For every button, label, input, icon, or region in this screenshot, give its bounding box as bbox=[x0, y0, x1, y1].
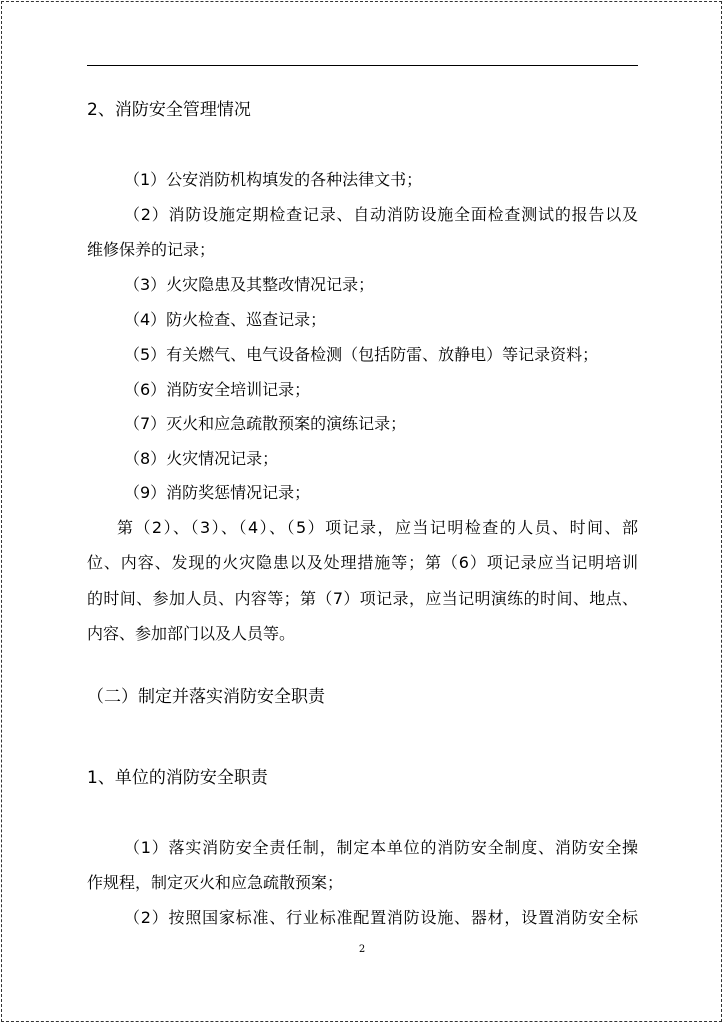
list-item: （3）火灾隐患及其整改情况记录； bbox=[124, 275, 375, 294]
list-item: （2）消防设施定期检查记录、自动消防设施全面检查测试的报告以及 bbox=[124, 205, 638, 224]
chapter-heading: （二）制定并落实消防安全职责 bbox=[87, 687, 325, 707]
paragraph-line: 的时间、参加人员、内容等；第（7）项记录，应当记明演练的时间、地点、 bbox=[87, 589, 638, 608]
page-border bbox=[1, 1, 722, 1022]
header-rule bbox=[87, 65, 638, 66]
paragraph-line: 内容、参加部门以及人员等。 bbox=[87, 624, 296, 643]
list-item-continuation: 作规程，制定灭火和应急疏散预案； bbox=[87, 873, 344, 892]
section-heading: 2、消防安全管理情况 bbox=[87, 100, 251, 120]
list-item: （7）灭火和应急疏散预案的演练记录； bbox=[124, 414, 407, 433]
page-number: 2 bbox=[358, 944, 366, 955]
list-item: （6）消防安全培训记录； bbox=[124, 380, 311, 399]
section-heading: 1、单位的消防安全职责 bbox=[87, 768, 268, 788]
list-item: （1）公安消防机构填发的各种法律文书； bbox=[124, 170, 423, 189]
list-item: （2）按照国家标准、行业标准配置消防设施、器材，设置消防安全标 bbox=[124, 908, 638, 927]
list-item: （1）落实消防安全责任制，制定本单位的消防安全制度、消防安全操 bbox=[124, 838, 638, 857]
list-item: （4）防火检查、巡查记录； bbox=[124, 310, 327, 329]
list-item: （8）火灾情况记录； bbox=[124, 449, 279, 468]
paragraph-line: 位、内容、发现的火灾隐患以及处理措施等；第（6）项记录应当记明培训 bbox=[87, 553, 638, 572]
list-item: （5）有关燃气、电气设备检测（包括防雷、放静电）等记录资料； bbox=[124, 345, 599, 364]
list-item: （9）消防奖惩情况记录； bbox=[124, 483, 311, 502]
list-item-continuation: 维修保养的记录； bbox=[87, 240, 216, 259]
paragraph-line: 第（2）、（3）、（4）、（5）项记录，应当记明检查的人员、时间、部 bbox=[117, 518, 638, 537]
